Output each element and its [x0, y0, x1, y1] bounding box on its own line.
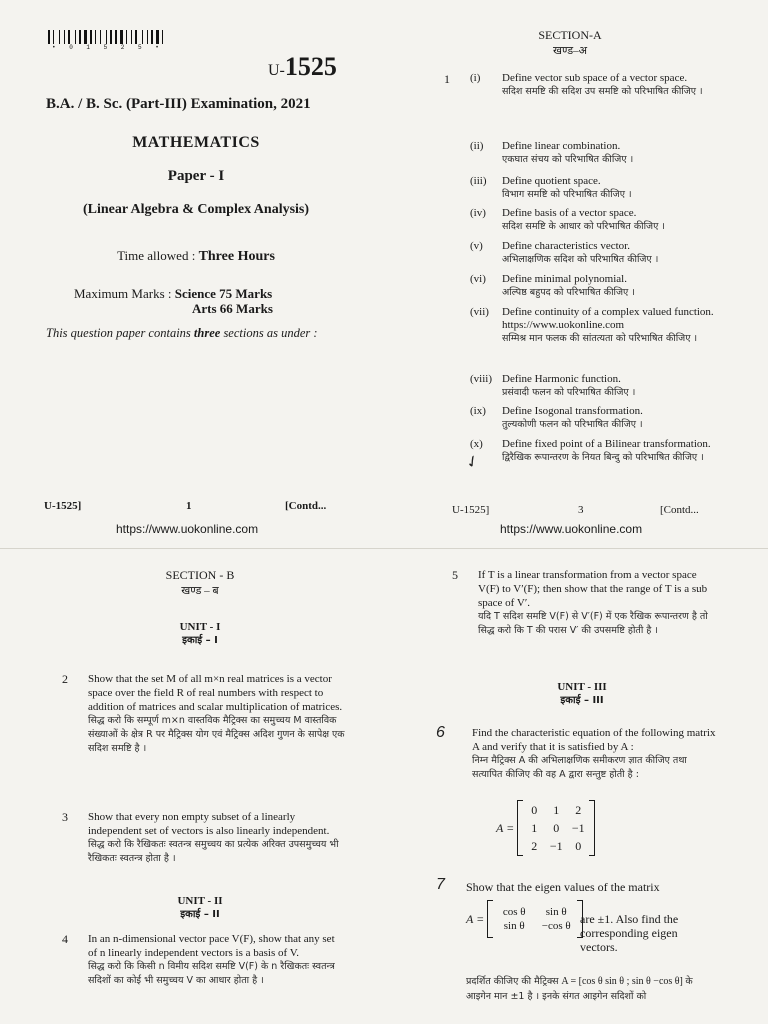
matrix-a-label: A =	[496, 820, 515, 835]
page1-footer-code: U-1525]	[44, 500, 82, 512]
barcode-digits: • 0 1 5 2 5 •	[52, 44, 164, 51]
question-1-item-english: Define Isogonal transformation.	[502, 405, 643, 417]
marks-label: Maximum Marks :	[74, 286, 175, 301]
matrix-cell: 0	[575, 838, 582, 853]
matrix-cell: 0	[553, 820, 560, 835]
question-7-hindi-post: के आइगेन मान ±1 है । इनके संगत आइगेन सदिशों को	[466, 976, 693, 1002]
unit-3-title: UNIT - III	[557, 681, 607, 693]
question-3-hindi: सिद्ध करो कि रैखिकतः स्वतन्त्र समुच्चय का प्रत्येक अरिक्त उपसमुच्चय भी रैखिकतः स्वतन्त्र होता है ।	[88, 839, 339, 864]
barcode-bar	[79, 30, 81, 44]
section-b-heading	[140, 568, 260, 598]
question-1-item-hindi: द्विरैखिक रूपान्तरण के नियत बिन्दु को परिभाषित कीजिए ।	[502, 452, 704, 463]
question-1-item-label: (i)	[470, 72, 481, 84]
question-7-intro: Show that the eigen values of the matrix	[466, 880, 660, 894]
matrix-cell: sin θ	[503, 920, 525, 932]
question-7-hindi	[466, 974, 718, 1004]
page1-footer-page: 1	[186, 500, 192, 512]
unit-3-heading	[522, 680, 642, 708]
paper-topic: (Linear Algebra & Complex Analysis)	[82, 202, 310, 217]
paper-code-number: 1525	[284, 52, 337, 81]
question-1-item-english: Define characteristics vector.	[502, 240, 630, 252]
question-6-english: Find the characteristic equation of the following matrix A and verify that it is satisfied by A :	[472, 727, 716, 753]
page-divider	[0, 548, 768, 549]
unit-1-title: UNIT - I	[179, 621, 221, 633]
question-5-hindi: यदि T सदिश समष्टि V(F) से V′(F) में एक रैखिक रूपान्तरण है तो सिद्ध करो कि T की परास V′ की उपसमष्टि होती है ।	[478, 611, 708, 636]
question-1-item-label: (iii)	[470, 175, 487, 187]
marks-arts: Arts 66 Marks	[192, 301, 273, 316]
question-1-item-english: Define continuity of a complex valued function. https://www.uokonline.com	[502, 306, 714, 331]
matrix-a-q6	[496, 800, 595, 856]
barcode-bar	[131, 30, 132, 44]
question-1-item-hindi: विभाग समष्टि को परिभाषित कीजिए ।	[502, 189, 632, 200]
matrix-cell: 2	[575, 802, 582, 817]
question-7-hindi-matrix-ref: A = [cos θ sin θ ; sin θ −cos θ]	[561, 976, 686, 987]
matrix-bracket-right	[589, 800, 595, 856]
question-1-item-english: Define linear combination.	[502, 140, 621, 152]
question-1-item-label: (x)	[470, 438, 483, 450]
barcode-bar	[156, 30, 159, 44]
question-1-item	[502, 405, 714, 431]
question-1-item-hindi: एकघात संचय को परिभाषित कीजिए ।	[502, 154, 634, 165]
barcode-bar	[75, 30, 76, 44]
question-7-number: 7	[436, 876, 445, 893]
barcode-bar	[53, 30, 54, 44]
section-a-hindi: खण्ड–अ	[552, 45, 587, 57]
paper-code	[268, 52, 337, 82]
question-4-number: 4	[62, 932, 68, 946]
note-text-1: This question paper contains	[46, 326, 194, 340]
question-2-hindi: सिद्ध करो कि सम्पूर्ण m×n वास्तविक मैट्रिक्स का समुच्चय M वास्तविक संख्याओं के क्षेत्र R पर मैट्रिक्स योग एवं मैट्रिक्स अदिश गुणन के सापेक्ष एक सदिश समष्टि है ।	[88, 715, 345, 754]
question-4-english: In an n-dimensional vector pace V(F), show that any set of n linearly independent vectors is a basis of V.	[88, 933, 335, 959]
matrix-a7-entries	[493, 906, 577, 932]
question-1-item	[502, 306, 714, 345]
question-1-item-label: (v)	[470, 240, 483, 252]
question-5	[478, 568, 718, 638]
section-a-heading	[510, 28, 630, 58]
barcode-bar	[147, 30, 148, 44]
unit-1-hindi: इकाई – I	[182, 635, 218, 646]
page3-footer-url: https://www.uokonline.com	[500, 522, 643, 536]
barcode-bar	[95, 30, 96, 44]
page3-footer-page: 3	[578, 504, 584, 516]
question-7-hindi-pre: प्रदर्शित कीजिए की मैट्रिक्स	[466, 976, 559, 987]
barcode-bar	[162, 30, 163, 44]
question-1-item-label: (iv)	[470, 207, 486, 219]
question-4	[88, 932, 346, 988]
barcode-bar	[48, 30, 50, 44]
question-1-item-english: Define quotient space.	[502, 175, 601, 187]
barcode-bar	[106, 30, 107, 44]
barcode-bar	[126, 30, 127, 44]
question-1-item-hindi: सदिश समष्टि की सदिश उप समष्टि को परिभाषित कीजिए ।	[502, 86, 703, 97]
barcode-bar	[68, 30, 70, 44]
page3-footer-code: U-1525]	[452, 504, 490, 516]
barcode-bar	[64, 30, 65, 44]
question-7-eigen-text: are ±1. Also find the corresponding eigen vectors.	[580, 912, 679, 954]
barcode-bar	[115, 30, 117, 44]
subject-title: MATHEMATICS	[132, 134, 260, 151]
time-label: Time allowed :	[117, 248, 199, 263]
question-6	[472, 726, 718, 782]
question-1-item-english: Define basis of a vector space.	[502, 207, 637, 219]
question-1-number: 1	[444, 72, 450, 86]
paper-code-prefix: U-	[268, 62, 285, 79]
question-6-number: 6	[436, 724, 445, 741]
barcode-bar	[59, 30, 60, 44]
question-1-item-hindi: सदिश समष्टि के आधार को परिभाषित कीजिए ।	[502, 221, 665, 232]
barcode-bar	[100, 30, 101, 44]
time-value: Three Hours	[198, 249, 275, 264]
barcode-bar	[120, 30, 123, 44]
unit-2-heading	[140, 894, 260, 922]
matrix-cell: 0	[531, 802, 538, 817]
barcode-bar	[90, 30, 92, 44]
question-3-number: 3	[62, 810, 68, 824]
question-2-english: Show that the set M of all m×n real matrices is a vector space over the field R of real numbers with respect to addition of matrices and scalar multiplication of matrices.	[88, 673, 343, 713]
instruction-note	[46, 326, 346, 341]
pen-mark: ✓	[462, 451, 484, 474]
question-1-item	[502, 273, 714, 299]
matrix-cell: −1	[571, 820, 585, 835]
page3-footer-contd: [Contd...	[660, 504, 699, 516]
question-1-item-label: (ii)	[470, 140, 484, 152]
matrix-cell: −cos θ	[541, 920, 571, 932]
question-1-item-hindi: अभिलाक्षणिक सदिश को परिभाषित कीजिए ।	[502, 254, 659, 265]
question-1-item-hindi: तुल्यकोणी फलन को परिभाषित कीजिए ।	[502, 419, 643, 430]
section-b-hindi: खण्ड – ब	[181, 585, 219, 597]
matrix-cell: sin θ	[545, 906, 567, 918]
matrix-cell: 2	[531, 838, 538, 853]
question-1-item	[502, 140, 714, 166]
section-a-title: SECTION-A	[538, 28, 602, 42]
question-1-item-english: Define fixed point of a Bilinear transformation.	[502, 438, 711, 450]
unit-1-heading	[140, 620, 260, 648]
matrix-cell: 1	[553, 802, 560, 817]
exam-title: B.A. / B. Sc. (Part-III) Examination, 2021	[46, 96, 311, 112]
question-5-number: 5	[452, 568, 458, 582]
question-1-item-label: (viii)	[470, 373, 492, 385]
question-1-item-english: Define minimal polynomial.	[502, 273, 627, 285]
question-1-item-english: Define Harmonic function.	[502, 373, 621, 385]
barcode-bar	[84, 30, 87, 44]
question-1-item	[502, 175, 714, 201]
barcode-bar	[135, 30, 137, 44]
note-text-2: sections as under :	[220, 326, 318, 340]
question-1-item-label: (vi)	[470, 273, 486, 285]
question-1-item	[502, 72, 714, 98]
marks-science: Science 75 Marks	[174, 286, 273, 301]
paper-number: Paper - I	[167, 168, 225, 184]
matrix-cell: cos θ	[502, 906, 526, 918]
question-2	[88, 672, 346, 756]
unit-3-hindi: इकाई – III	[560, 695, 604, 706]
question-6-hindi: निम्न मैट्रिक्स A की अभिलाक्षणिक समीकरण ज्ञात कीजिए तथा सत्यापित कीजिए की वह A द्वारा सन्तुष्ट होती है :	[472, 755, 687, 780]
question-1-item-hindi: सम्मिश्र मान फलक की सांतत्यता को परिभाषित कीजिए ।	[502, 333, 698, 344]
maximum-marks	[74, 286, 273, 316]
matrix-a7-label: A =	[466, 911, 485, 926]
time-allowed	[46, 248, 346, 265]
barcode-bar	[142, 30, 143, 44]
question-1-item-hindi: प्रसंवादी फलन को परिभाषित कीजिए ।	[502, 387, 636, 398]
question-1-item-label: (vii)	[470, 306, 489, 318]
page1-footer-url: https://www.uokonline.com	[116, 522, 259, 536]
barcode-bar	[151, 30, 153, 44]
question-1-item	[502, 438, 714, 464]
question-1-item	[502, 373, 714, 399]
question-1-item	[502, 240, 714, 266]
matrix-a-entries	[523, 803, 589, 854]
unit-2-title: UNIT - II	[177, 895, 223, 907]
matrix-cell: −1	[549, 838, 563, 853]
section-b-title: SECTION - B	[165, 568, 235, 582]
question-3	[88, 810, 346, 866]
matrix-a-q7	[466, 900, 583, 938]
question-1-item-label: (ix)	[470, 405, 486, 417]
note-text-bold: three	[193, 326, 221, 340]
barcode-bar	[110, 30, 112, 44]
barcode	[48, 26, 188, 44]
page1-footer-contd: [Contd...	[285, 500, 327, 512]
unit-2-hindi: इकाई – II	[180, 909, 220, 920]
question-1-item-hindi: अल्पिष्ठ बहुपद को परिभाषित कीजिए ।	[502, 287, 635, 298]
question-1-item	[502, 207, 714, 233]
question-3-english: Show that every non empty subset of a linearly independent set of vectors is also linearly independent.	[88, 811, 330, 837]
question-2-number: 2	[62, 672, 68, 686]
question-4-hindi: सिद्ध करो कि किसी n विमीय सदिश समष्टि V(F) के n रैखिकतः स्वतन्त्र सदिशों का कोई भी समुच्चय V का आधार होता है ।	[88, 961, 335, 986]
matrix-cell: 1	[531, 820, 538, 835]
question-1-item-english: Define vector sub space of a vector space.	[502, 72, 688, 84]
question-5-english: If T is a linear transformation from a vector space V(F) to V′(F); then show that the range of T is a sub space of V′.	[478, 569, 708, 609]
